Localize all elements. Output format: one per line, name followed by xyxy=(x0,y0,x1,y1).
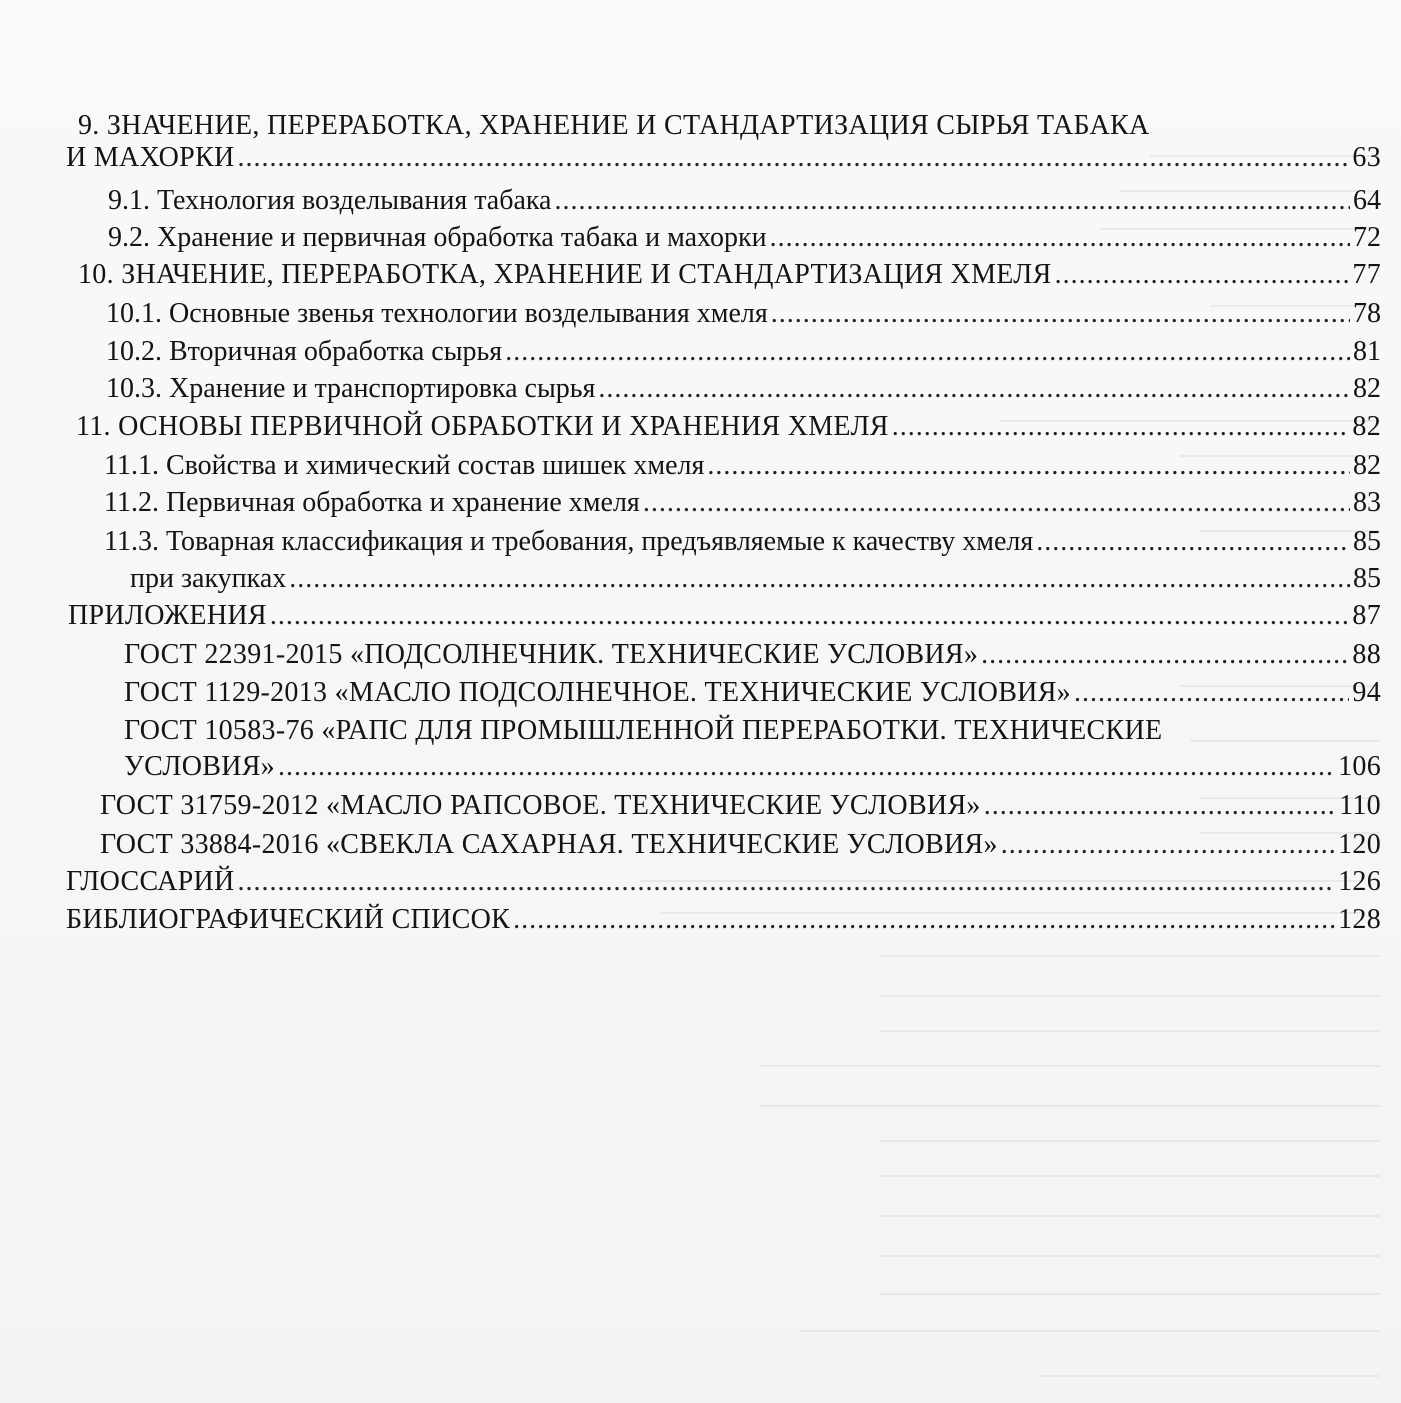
toc-page-number: 87 xyxy=(1352,600,1381,631)
toc-page-number: 94 xyxy=(1352,677,1381,708)
toc-entry-section-9[interactable] xyxy=(66,110,1381,174)
toc-entry-title: 10.1. Основные звенья технологии возделывания хмеля xyxy=(106,298,768,329)
toc-entry-title: ГОСТ 1129-2013 «МАСЛО ПОДСОЛНЕЧНОЕ. ТЕХНИЧЕСКИЕ УСЛОВИЯ» xyxy=(124,677,1071,708)
dot-leader xyxy=(513,904,1335,936)
toc-page-number: 82 xyxy=(1353,450,1381,481)
toc-entry-title: ГОСТ 33884-2016 «СВЕКЛА САХАРНАЯ. ТЕХНИЧЕСКИЕ УСЛОВИЯ» xyxy=(100,829,998,860)
toc-entry-title: И МАХОРКИ xyxy=(66,142,235,173)
toc-entry-title: ПРИЛОЖЕНИЯ xyxy=(68,600,267,631)
toc-page-number: 72 xyxy=(1353,222,1381,253)
toc-page-number: 88 xyxy=(1352,639,1381,670)
dot-leader xyxy=(1074,677,1349,709)
toc-page-number: 82 xyxy=(1352,411,1381,442)
toc-page-number: 82 xyxy=(1353,373,1381,404)
toc-entry-section-10[interactable] xyxy=(78,259,1381,291)
toc-entry-section-9-1[interactable] xyxy=(108,185,1381,217)
toc-entry-title: 10. ЗНАЧЕНИЕ, ПЕРЕРАБОТКА, ХРАНЕНИЕ И СТАНДАРТИЗАЦИЯ ХМЕЛЯ xyxy=(78,259,1052,290)
toc-entry-title: 9.2. Хранение и первичная обработка табака и махорки xyxy=(108,222,767,253)
toc-page-number: 128 xyxy=(1338,904,1381,935)
dot-leader xyxy=(770,222,1350,254)
dot-leader xyxy=(771,298,1350,330)
dot-leader xyxy=(1055,259,1350,291)
toc-entry-section-11-3[interactable] xyxy=(104,526,1381,558)
toc-entry-appendices[interactable] xyxy=(68,600,1381,632)
dot-leader xyxy=(238,142,1350,174)
toc-entry-bibliography[interactable] xyxy=(66,904,1381,936)
toc-entry-title: 10.3. Хранение и транспортировка сырья xyxy=(106,373,596,404)
dot-leader xyxy=(278,751,1335,783)
toc-page-number: 64 xyxy=(1353,185,1381,216)
toc-entry-title-line: ГОСТ 10583-76 «РАПС ДЛЯ ПРОМЫШЛЕННОЙ ПЕРЕРАБОТКИ. ТЕХНИЧЕСКИЕ xyxy=(124,715,1163,746)
toc-page-number: 85 xyxy=(1353,563,1381,594)
toc-page-number: 83 xyxy=(1353,487,1381,518)
toc-entry-title: 11.3. Товарная классификация и требования, предъявляемые к качеству хмеля xyxy=(104,526,1034,557)
toc-entry-title: при закупках xyxy=(130,563,287,594)
toc-entry-title-line: 9. ЗНАЧЕНИЕ, ПЕРЕРАБОТКА, ХРАНЕНИЕ И СТАНДАРТИЗАЦИЯ СЫРЬЯ ТАБАКА xyxy=(78,110,1150,141)
dot-leader xyxy=(1036,526,1350,558)
toc-page-number: 126 xyxy=(1338,866,1381,897)
toc-entry-title: БИБЛИОГРАФИЧЕСКИЙ СПИСОК xyxy=(66,904,511,935)
toc-entry-section-9-2[interactable] xyxy=(108,222,1381,254)
toc-entry-glossary[interactable] xyxy=(66,866,1381,898)
dot-leader xyxy=(270,600,1350,632)
toc-entry-section-11[interactable] xyxy=(76,411,1381,443)
dot-leader xyxy=(505,336,1350,368)
toc-entry-title: 10.2. Вторичная обработка сырья xyxy=(106,336,503,367)
dot-leader xyxy=(643,487,1350,519)
toc-entry-title: 11.2. Первичная обработка и хранение хмеля xyxy=(104,487,640,518)
dot-leader xyxy=(707,450,1350,482)
toc-entry-gost-1129[interactable] xyxy=(124,677,1381,709)
toc-entry-title: 11. ОСНОВЫ ПЕРВИЧНОЙ ОБРАБОТКИ И ХРАНЕНИЯ ХМЕЛЯ xyxy=(76,411,889,442)
dot-leader xyxy=(598,373,1350,405)
toc-entry-section-10-2[interactable] xyxy=(106,336,1381,368)
toc-entry-gost-22391[interactable] xyxy=(124,639,1381,671)
toc-page-number: 78 xyxy=(1353,298,1381,329)
dot-leader xyxy=(892,411,1350,443)
toc-entry-gost-31759[interactable] xyxy=(100,790,1381,822)
toc-page-number: 85 xyxy=(1353,526,1381,557)
dot-leader xyxy=(981,639,1349,671)
toc-page-number: 77 xyxy=(1352,259,1381,290)
toc-page-number: 81 xyxy=(1353,336,1381,367)
dot-leader xyxy=(984,790,1336,822)
toc-page-number: 63 xyxy=(1352,142,1381,173)
toc-entry-gost-33884[interactable] xyxy=(100,829,1381,861)
dot-leader xyxy=(1001,829,1335,861)
dot-leader xyxy=(289,563,1350,595)
toc-entry-title: 9.1. Технология возделывания табака xyxy=(108,185,552,216)
toc-entry-title: 11.1. Свойства и химический состав шишек хмеля xyxy=(104,450,705,481)
dot-leader xyxy=(555,185,1351,217)
toc-entry-section-11-3-cont[interactable] xyxy=(130,563,1381,595)
toc-entry-section-11-1[interactable] xyxy=(104,450,1381,482)
toc-entry-gost-10583[interactable] xyxy=(124,715,1381,783)
toc-entry-section-11-2[interactable] xyxy=(104,487,1381,519)
dot-leader xyxy=(238,866,1336,898)
toc-entry-title: УСЛОВИЯ» xyxy=(124,751,275,782)
toc-entry-title: ГЛОССАРИЙ xyxy=(66,866,235,897)
toc-page-number: 110 xyxy=(1339,790,1381,821)
toc-entry-section-10-3[interactable] xyxy=(106,373,1381,405)
toc-entry-title: ГОСТ 31759-2012 «МАСЛО РАПСОВОЕ. ТЕХНИЧЕСКИЕ УСЛОВИЯ» xyxy=(100,790,981,821)
toc-page-number: 106 xyxy=(1338,751,1381,782)
toc-entry-section-10-1[interactable] xyxy=(106,298,1381,330)
toc-entry-title: ГОСТ 22391-2015 «ПОДСОЛНЕЧНИК. ТЕХНИЧЕСКИЕ УСЛОВИЯ» xyxy=(124,639,979,670)
toc-page-number: 120 xyxy=(1338,829,1381,860)
